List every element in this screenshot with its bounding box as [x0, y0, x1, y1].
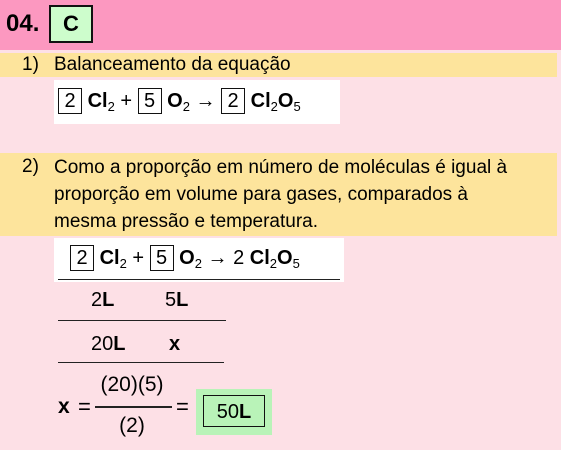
product-cl-sub: 2	[270, 99, 278, 114]
fraction-bar	[95, 406, 172, 408]
step2-number: 2)	[22, 156, 39, 177]
final-variable: x	[58, 395, 70, 418]
formula-cl: Cl	[99, 247, 120, 269]
step2-line-3: mesma pressão e temperatura.	[54, 211, 319, 232]
result-box	[203, 395, 265, 427]
final-equals: =	[78, 394, 91, 419]
answer-box: C	[49, 5, 93, 43]
step2-line-2: proporção em volume para gases, comparados à	[54, 184, 469, 205]
step2-equation	[70, 244, 300, 272]
volume-o2: 5L	[165, 289, 189, 311]
coef-cl2o5: 2	[233, 247, 245, 269]
fraction-denominator: (2)	[119, 414, 145, 437]
product-cl: Cl	[250, 90, 271, 112]
step1-number: 1)	[22, 54, 39, 75]
coef-cl2o5: 2	[221, 88, 245, 114]
equation-underline	[58, 279, 340, 280]
result-value: 50	[216, 401, 240, 423]
row2-divider	[58, 362, 224, 363]
volume-cl2: 2L	[91, 289, 115, 311]
formula-o: O	[179, 247, 195, 269]
sub-o: 2	[182, 99, 190, 114]
coef-cl2: 2	[58, 88, 82, 114]
product-o-sub: 5	[293, 99, 301, 114]
result-unit: L	[239, 401, 252, 423]
row1-divider	[58, 320, 226, 321]
sub-cl: 2	[107, 99, 115, 114]
product-o-sub: 5	[292, 256, 300, 271]
final-equals-2: =	[176, 394, 189, 419]
fraction-numerator: (20)(5)	[100, 373, 164, 396]
formula-cl: Cl	[87, 90, 108, 112]
question-number: 04.	[6, 10, 40, 37]
coef-cl2: 2	[70, 245, 94, 271]
plus-sign: +	[120, 90, 133, 112]
product-o: O	[277, 90, 294, 112]
sub-cl: 2	[119, 256, 127, 271]
volume-unknown: x	[169, 333, 181, 355]
sub-o: 2	[194, 256, 202, 271]
step1-equation	[58, 87, 301, 115]
product-cl-sub: 2	[269, 256, 278, 271]
step2-line-1: Como a proporção em número de moléculas é igual à	[54, 157, 508, 178]
arrow-icon: →	[207, 247, 228, 269]
coef-o2: 5	[138, 88, 162, 114]
product-o: O	[277, 247, 293, 269]
arrow-icon: →	[195, 90, 216, 112]
step1-text: Balanceamento da equação	[54, 54, 291, 75]
volume-given: 20L	[91, 333, 126, 355]
plus-sign: +	[132, 247, 145, 269]
formula-o: O	[167, 90, 183, 112]
coef-o2: 5	[150, 245, 174, 271]
product-cl: Cl	[249, 247, 270, 269]
